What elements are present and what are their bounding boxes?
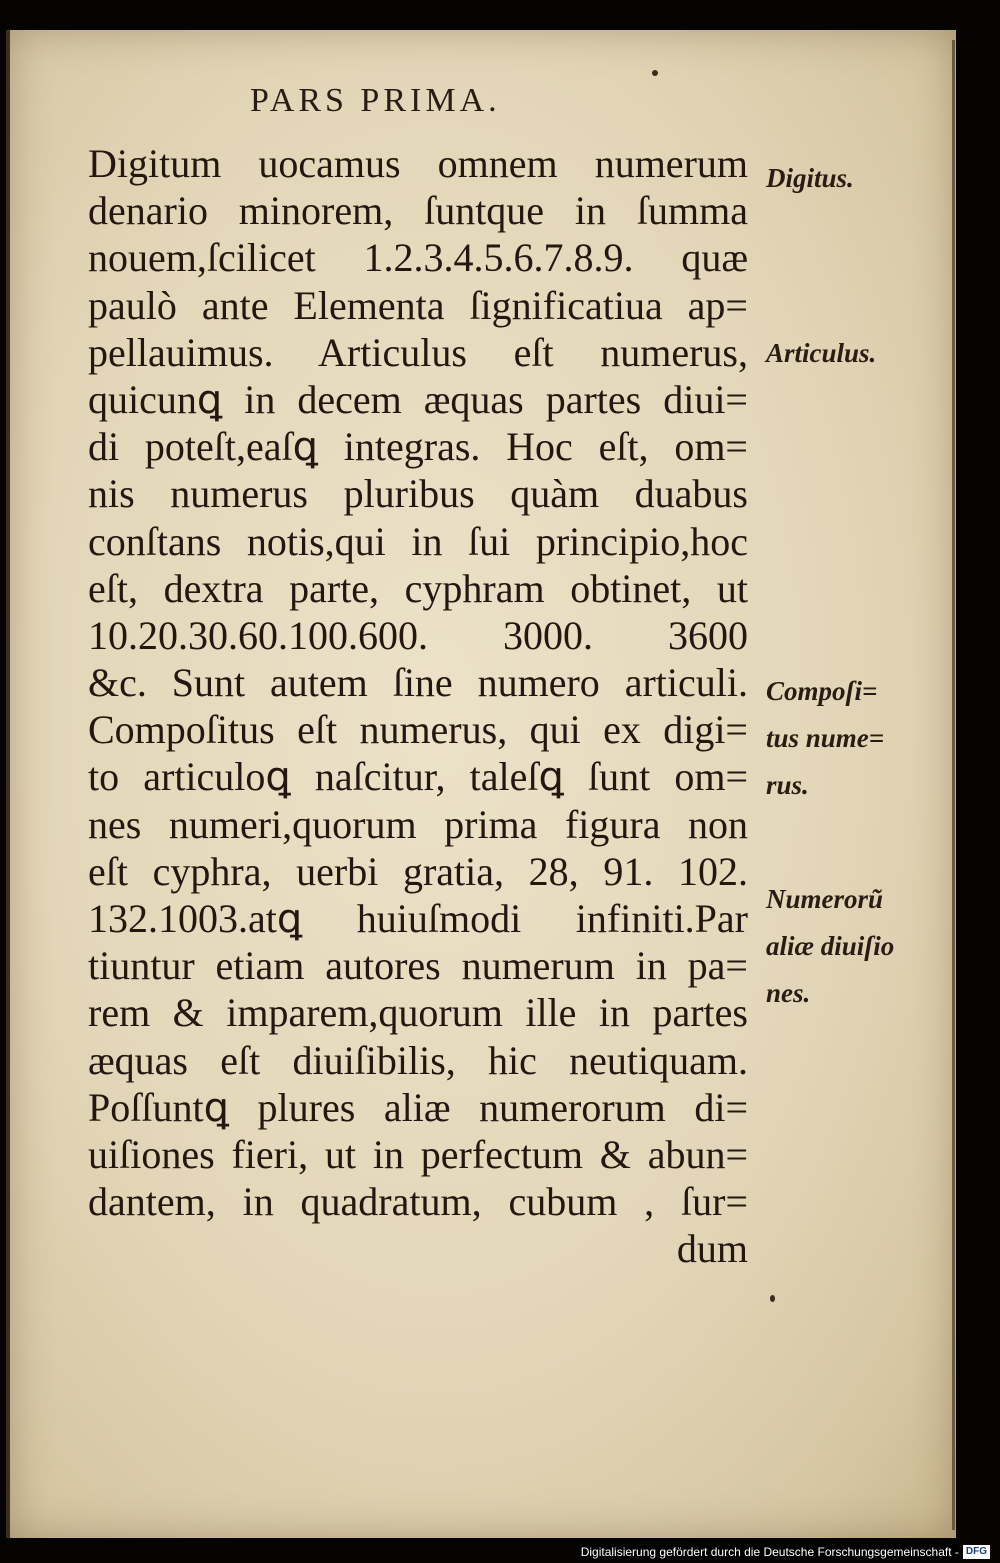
text-line: conſtans notis,qui in ſui principio,hoc bbox=[88, 518, 748, 564]
running-head: PARS PRIMA. bbox=[250, 82, 501, 119]
ink-speck bbox=[770, 1295, 775, 1302]
margin-note-digitus bbox=[766, 155, 854, 202]
text-line: eſt, dextra parte, cyphram obtinet, ut bbox=[88, 565, 748, 611]
text-line: Digitum uocamus omnem numerum bbox=[88, 141, 748, 186]
credit-text: Digitalisierung gefördert durch die Deutsche Forschungsgemeinschaft - bbox=[580, 1545, 959, 1559]
text-line: 132.1003.atꝗ huiuſmodi infiniti.Par bbox=[88, 896, 748, 941]
text-line: uiſiones fieri, ut in perfectum & abun= bbox=[88, 1131, 748, 1177]
text-line: nouem,ſcilicet 1.2.3.4.5.6.7.8.9. quæ bbox=[88, 235, 748, 281]
main-text-block bbox=[88, 140, 748, 1273]
text-line: &c. Sunt autem ſine numero articuli. bbox=[88, 660, 748, 706]
text-line: denario minorem, ſuntque in ſumma bbox=[88, 188, 748, 234]
text-line: rem & imparem,quorum ille in partes bbox=[88, 990, 748, 1036]
margin-note-line: Digitus. bbox=[766, 163, 854, 193]
text-line: eſt cyphra, uerbi gratia, 28, 91. 102. bbox=[88, 848, 748, 894]
text-line: paulò ante Elementa ſignificatiua ap= bbox=[88, 282, 748, 328]
text-line: nes numeri,quorum prima figura non bbox=[88, 801, 748, 847]
digitization-credit bbox=[581, 1545, 990, 1559]
text-line: dantem, in quadratum, cubum , ſur= bbox=[88, 1179, 748, 1225]
text-line: di poteſt,eaſꝗ integras. Hoc eſt, om= bbox=[88, 424, 748, 470]
margin-note-line: rus. bbox=[766, 770, 809, 800]
margin-note-line: Compoſi= bbox=[766, 676, 878, 706]
margin-note-articulus bbox=[766, 330, 876, 377]
text-line: to articuloꝗ naſcitur, taleſꝗ ſunt om= bbox=[88, 754, 748, 800]
margin-note-line: Numerorũ bbox=[766, 884, 884, 914]
dfg-logo-icon: DFG bbox=[963, 1545, 990, 1559]
margin-note-compositus bbox=[766, 668, 884, 809]
text-line: Poſſuntꝗ plures aliæ numerorum di= bbox=[88, 1084, 748, 1130]
margin-note-line: aliæ diuiſio bbox=[766, 931, 895, 961]
catchword: dum bbox=[676, 1226, 748, 1272]
text-line: æquas eſt diuiſibilis, hic neutiquam. bbox=[88, 1037, 748, 1083]
text-line: Compoſitus eſt numerus, qui ex digi= bbox=[88, 707, 748, 753]
ink-dot bbox=[652, 70, 658, 76]
margin-note-line: Articulus. bbox=[766, 338, 877, 368]
text-line: 10.20.30.60.100.600. 3000. 3600 bbox=[88, 612, 748, 658]
text-line: quicunꝗ in decem æquas partes diui= bbox=[88, 376, 748, 422]
margin-note-numerorum bbox=[766, 876, 894, 1017]
text-line: pellauimus. Articulus eſt numerus, bbox=[88, 329, 748, 375]
page-edge bbox=[952, 40, 955, 1530]
margin-note-line: tus nume= bbox=[766, 723, 885, 753]
text-line: tiuntur etiam autores numerum in pa= bbox=[88, 943, 748, 989]
margin-note-line: nes. bbox=[766, 978, 811, 1008]
text-line: nis numerus pluribus quàm duabus bbox=[88, 471, 748, 517]
